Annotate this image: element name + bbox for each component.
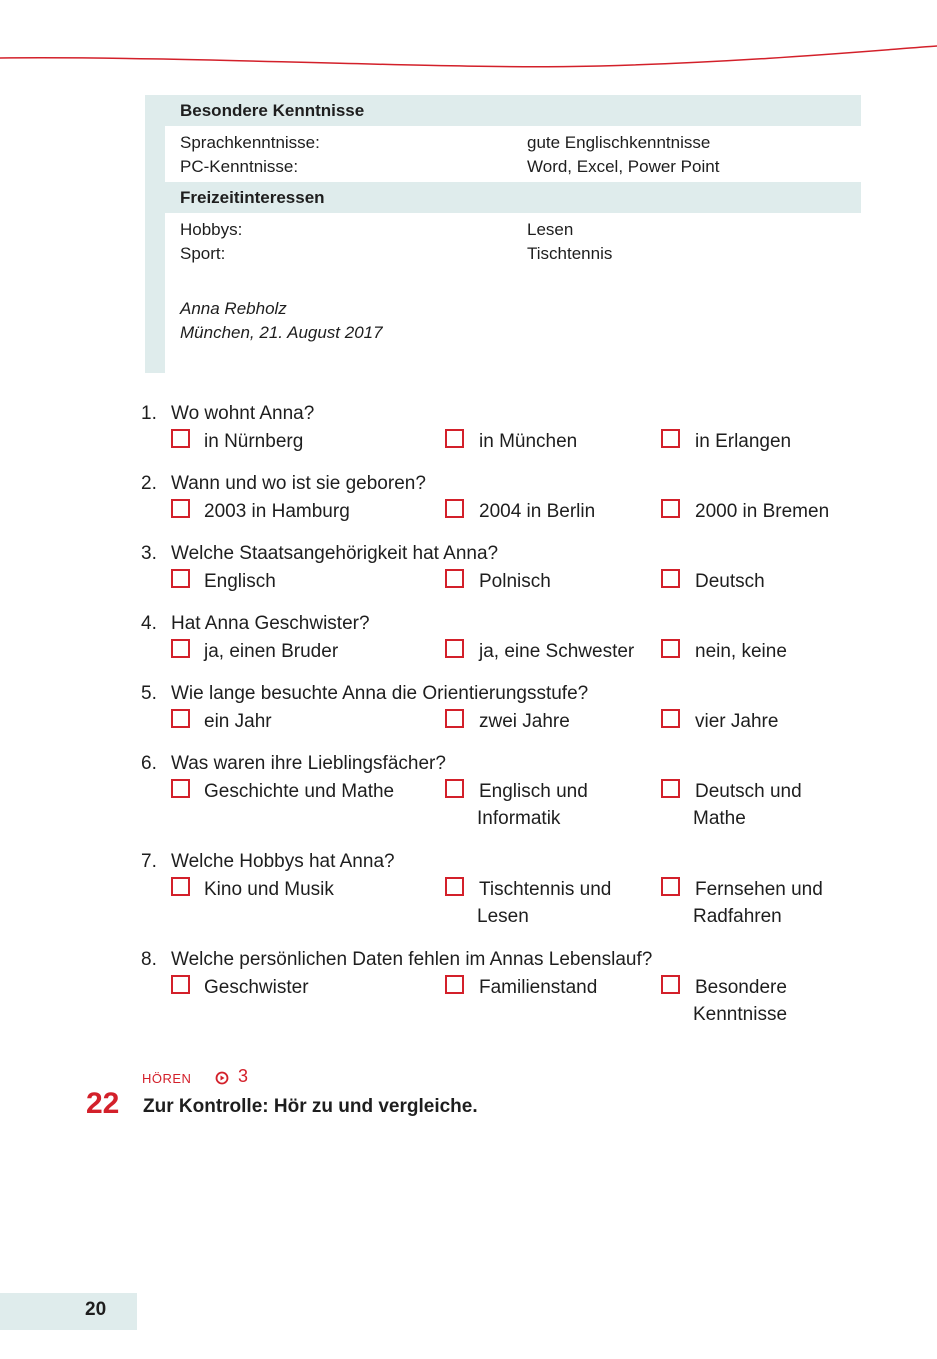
- question-number: 8.: [141, 949, 157, 970]
- question-number: 5.: [141, 683, 157, 704]
- cv-label-hobbies: Hobbys:: [180, 220, 243, 239]
- question-text: Hat Anna Geschwister?: [171, 613, 370, 634]
- answer-option-label: nein, keine: [695, 641, 787, 662]
- answer-option-label: Besondere: [695, 977, 787, 998]
- question-text: Welche persönlichen Daten fehlen im Annas Lebenslauf?: [171, 949, 653, 970]
- question-text: Welche Hobbys hat Anna?: [171, 851, 395, 872]
- answer-option-label: Geschichte und Mathe: [204, 781, 395, 802]
- audio-track-icon: [215, 1071, 229, 1085]
- answer-option-label: Deutsch und: [695, 781, 802, 802]
- answer-checkbox[interactable]: [661, 975, 680, 994]
- answer-option-label: Polnisch: [479, 571, 551, 592]
- answer-option-label: zwei Jahre: [479, 711, 570, 732]
- answer-checkbox[interactable]: [445, 709, 464, 728]
- question-number: 6.: [141, 753, 157, 774]
- answer-option-label: 2003 in Hamburg: [204, 501, 350, 522]
- answer-checkbox[interactable]: [445, 429, 464, 448]
- answer-option-label: in Nürnberg: [204, 431, 304, 452]
- answer-option-label: Fernsehen und: [695, 879, 823, 900]
- answer-checkbox[interactable]: [445, 569, 464, 588]
- page-number: 20: [85, 1299, 107, 1320]
- cv-side-bar: [145, 95, 165, 373]
- answer-option-label: ein Jahr: [204, 711, 272, 732]
- answer-option-label: Radfahren: [693, 906, 782, 927]
- answer-checkbox[interactable]: [661, 877, 680, 896]
- cv-section-leisure: Freizeitinteressen: [165, 182, 861, 213]
- answer-checkbox[interactable]: [171, 639, 190, 658]
- cv-label-pc: PC-Kenntnisse:: [180, 157, 299, 176]
- answer-option-label: 2000 in Bremen: [695, 501, 830, 522]
- answer-checkbox[interactable]: [171, 779, 190, 798]
- answer-option-label: Englisch: [204, 571, 276, 592]
- answer-option-label: Tischtennis und: [479, 879, 612, 900]
- cv-value-sport: Tischtennis: [527, 244, 613, 263]
- question-number: 3.: [141, 543, 157, 564]
- answer-option-label: Kenntnisse: [693, 1004, 788, 1025]
- answer-option-label: ja, einen Bruder: [204, 641, 339, 662]
- answer-option-label: in München: [479, 431, 578, 452]
- cv-signature-date: München, 21. August 2017: [180, 323, 383, 342]
- question-number: 2.: [141, 473, 157, 494]
- answer-option-label: Lesen: [477, 906, 529, 927]
- question-text: Wo wohnt Anna?: [171, 403, 315, 424]
- page-number-box: [0, 1293, 137, 1330]
- answer-checkbox[interactable]: [445, 975, 464, 994]
- answer-option-label: Familienstand: [479, 977, 598, 998]
- answer-checkbox[interactable]: [661, 569, 680, 588]
- question-text: Was waren ihre Lieblingsfächer?: [171, 753, 446, 774]
- answer-checkbox[interactable]: [661, 639, 680, 658]
- answer-checkbox[interactable]: [171, 877, 190, 896]
- answer-checkbox[interactable]: [445, 779, 464, 798]
- answer-checkbox[interactable]: [171, 499, 190, 518]
- answer-checkbox[interactable]: [445, 639, 464, 658]
- cv-signature-name: Anna Rebholz: [180, 299, 287, 318]
- answer-option-label: Kino und Musik: [204, 879, 334, 900]
- question-number: 1.: [141, 403, 157, 424]
- answer-checkbox[interactable]: [661, 429, 680, 448]
- cv-value-languages: gute Englischkenntnisse: [527, 133, 711, 152]
- answer-option-label: Geschwister: [204, 977, 309, 998]
- answer-checkbox[interactable]: [171, 975, 190, 994]
- answer-option-label: Englisch und: [479, 781, 588, 802]
- cv-section-special-skills: Besondere Kenntnisse: [165, 95, 861, 126]
- answer-checkbox[interactable]: [661, 499, 680, 518]
- track-number: 3: [238, 1066, 249, 1086]
- answer-checkbox[interactable]: [171, 569, 190, 588]
- answer-checkbox[interactable]: [661, 709, 680, 728]
- cv-value-hobbies: Lesen: [527, 220, 574, 239]
- answer-option-label: Informatik: [477, 808, 561, 829]
- question-number: 7.: [141, 851, 157, 872]
- top-decorative-rule: [0, 0, 937, 80]
- answer-checkbox[interactable]: [445, 877, 464, 896]
- answer-option-label: 2004 in Berlin: [479, 501, 596, 522]
- cv-label-sport: Sport:: [180, 244, 226, 263]
- exercise-instruction: Zur Kontrolle: Hör zu und vergleiche.: [143, 1096, 478, 1117]
- answer-checkbox[interactable]: [171, 709, 190, 728]
- answer-checkbox[interactable]: [445, 499, 464, 518]
- question-text: Wann und wo ist sie geboren?: [171, 473, 426, 494]
- answer-option-label: ja, eine Schwester: [479, 641, 635, 662]
- answer-option-label: Mathe: [693, 808, 746, 829]
- answer-option-label: vier Jahre: [695, 711, 779, 732]
- question-text: Wie lange besuchte Anna die Orientierungsstufe?: [171, 683, 589, 704]
- cv-value-pc: Word, Excel, Power Point: [527, 157, 720, 176]
- question-text: Welche Staatsangehörigkeit hat Anna?: [171, 543, 499, 564]
- answer-option-label: Deutsch: [695, 571, 765, 592]
- question-number: 4.: [141, 613, 157, 634]
- answer-checkbox[interactable]: [661, 779, 680, 798]
- exercise-number: 22: [86, 1087, 120, 1120]
- skill-label: HÖREN: [142, 1071, 192, 1086]
- answer-option-label: in Erlangen: [695, 431, 792, 452]
- cv-label-languages: Sprachkenntnisse:: [180, 133, 320, 152]
- answer-checkbox[interactable]: [171, 429, 190, 448]
